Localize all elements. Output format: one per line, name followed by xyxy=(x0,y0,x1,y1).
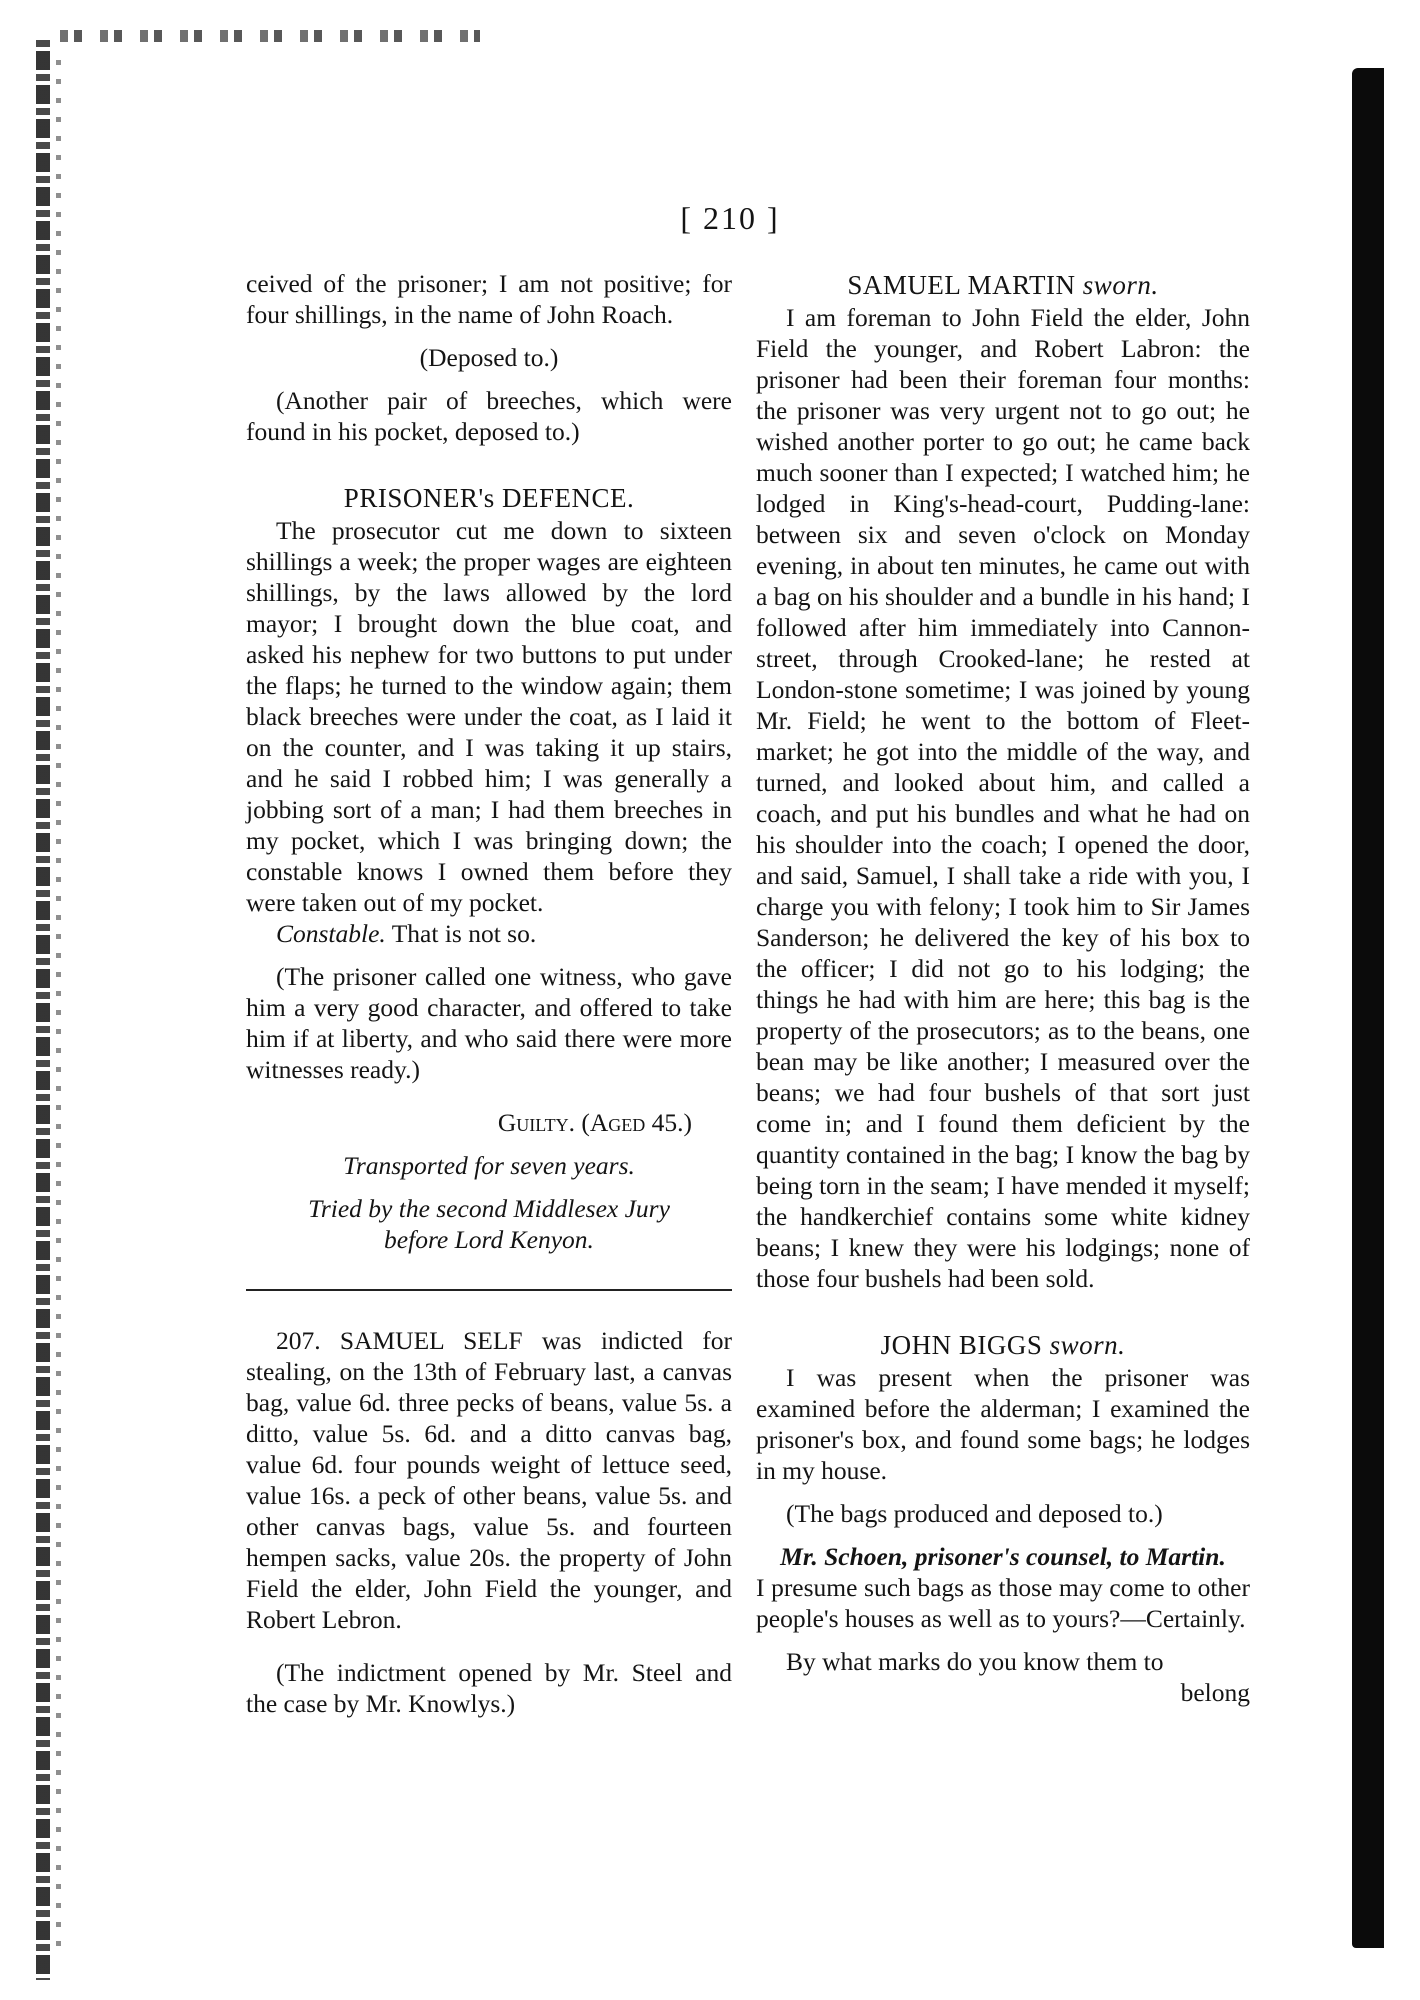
breeches-note: (Another pair of breeches, which were found in his pocket, deposed to.) xyxy=(246,386,732,446)
scan-edge-left-inner xyxy=(56,60,61,1960)
verdict: Guilty. (Aged 45.) xyxy=(497,1108,692,1137)
john-biggs-name: JOHN BIGGS xyxy=(880,1330,1050,1360)
samuel-martin-name: SAMUEL MARTIN xyxy=(847,270,1083,300)
page-number: [ 210 ] xyxy=(680,200,780,236)
prisoner-defence-heading: PRISONER's DEFENCE. xyxy=(343,483,635,513)
john-biggs-heading xyxy=(756,1328,1250,1362)
scan-edge-left xyxy=(36,40,50,1980)
indictment-opened-note: (The indictment opened by Mr. Steel and the case by Mr. Knowlys.) xyxy=(246,1658,732,1718)
deposed-note: (Deposed to.) xyxy=(419,343,559,372)
marks-question: By what marks do you know them to xyxy=(786,1647,1164,1676)
constable-line xyxy=(246,918,732,949)
samuel-martin-heading xyxy=(756,268,1250,302)
biggs-testimony: I was present when the prisoner was examined before the alderman; I examined the prisoner's box, and found some bags; he lodges in my house. xyxy=(756,1363,1250,1485)
defence-paragraph: The prosecutor cut me down to sixteen shillings a week; the proper wages are eighteen shillings, by the laws allowed by the lord mayor; I brought down the blue coat, and asked his nephew for two buttons to put under the flaps; he turned to the window again; them black breeches were under the coat, as I laid it on the counter, and I was taking it up stairs, and he said I robbed him; I was generally a jobbing sort of a man; I had them breeches in my pocket, which I was bringing down; the constable knows I owned them before they were taken out of my pocket. xyxy=(246,516,732,917)
martin-testimony: I am foreman to John Field the elder, John Field the younger, and Robert Labron: the prisoner had been their foreman four months: the prisoner was very urgent not to go out; he wished another porter to go out; he came back much sooner than I expected; I watched him; he lodged in King's-head-court, Pudding-lane: between six and seven o'clock on Monday evening, in about ten minutes, he came out with a bag on his shoulder and a bundle in his hand; I followed after him immediately into Cannon-street, through Crooked-lane; he rested at London-stone sometime; I was joined by young Mr. Field; he went to the bottom of Fleet-market; he got into the middle of the way, and turned, and looked about him, and called a coach, and put his bundles and what he had on his shoulder into the coach; I opened the door, and said, Samuel, I shall take a ride with you, I charge you with felony; I took him to Sir James Sanderson; he delivered the key of his box to the officer; I did not go to his lodging; the things he had with him are here; this bag is the property of the prosecutors; as to the beans, one bean may be like another; I measured over the beans; we had four bushels of that sort just come in; and I found them deficient by the quantity contained in the bag; I know the bag by being torn in the seam; I have mended it myself; the handkerchief contains some white kidney beans; I knew they were his lodgings; none of those four bushels had been sold. xyxy=(756,303,1250,1293)
constable-text: That is not so. xyxy=(385,919,537,948)
counsel-question: I presume such bags as those may come to other people's houses as well as to yours?—Certainly. xyxy=(756,1573,1250,1633)
sentence: Transported for seven years. xyxy=(343,1151,635,1180)
constable-speaker: Constable. xyxy=(276,919,386,948)
samuel-martin-sworn: sworn. xyxy=(1082,270,1159,300)
left-paragraph-1: ceived of the prisoner; I am not positive; for four shillings, in the name of John Roach. xyxy=(246,269,732,329)
scan-edge-right xyxy=(1352,68,1384,1948)
john-biggs-sworn: sworn. xyxy=(1049,1330,1126,1360)
indictment-paragraph: 207. SAMUEL SELF was indicted for stealing, on the 13th of February last, a canvas bag, value 6d. three pecks of beans, value 5s. a ditto, value 5s. 6d. and a ditto canvas bag, value 6d. four pounds weight of lettuce seed, value 16s. a peck of other beans, value 5s. and other canvas bags, value 5s. and fourteen hempen sacks, value 20s. the property of John Field the elder, John Field the younger, and Robert Lebron. xyxy=(246,1326,732,1634)
bags-produced-note: (The bags produced and deposed to.) xyxy=(786,1499,1163,1528)
right-column xyxy=(756,268,1250,1708)
catchword: belong xyxy=(1180,1678,1250,1707)
left-column xyxy=(246,268,732,1719)
witness-note: (The prisoner called one witness, who gave him a very good character, and offered to take him if at liberty, and who said there were more witnesses ready.) xyxy=(246,962,732,1084)
jury-note: Tried by the second Middlesex Jury before Lord Kenyon. xyxy=(308,1194,670,1254)
counsel-speaker: Mr. Schoen, prisoner's counsel, to Martin. xyxy=(780,1542,1226,1571)
scan-edge-top xyxy=(60,30,480,42)
